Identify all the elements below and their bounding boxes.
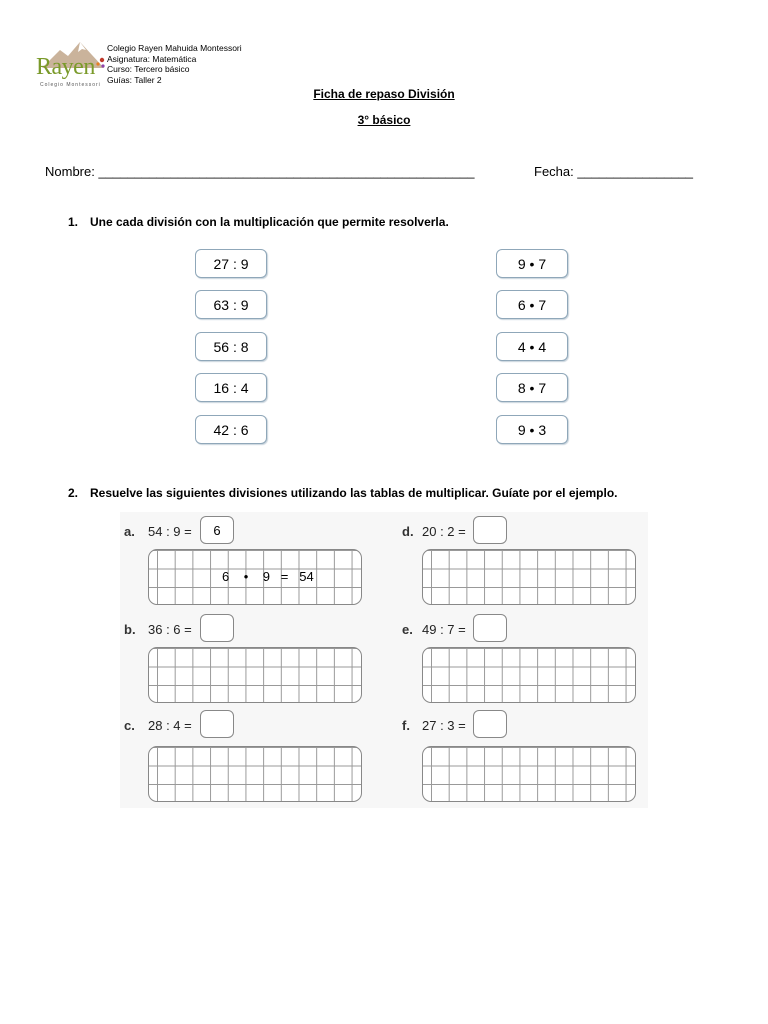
division-expression: 28 : 4 = xyxy=(148,718,192,733)
multiplication-grid[interactable] xyxy=(148,647,362,703)
division-chip[interactable]: 42 : 6 xyxy=(195,415,267,444)
item-letter: a. xyxy=(124,524,135,539)
multiplication-chip[interactable]: 4 • 4 xyxy=(496,332,568,361)
question-1-title xyxy=(68,215,449,229)
multiplication-chip[interactable]: 9 • 3 xyxy=(496,415,568,444)
multiplication-chip[interactable]: 8 • 7 xyxy=(496,373,568,402)
question-1-text: Une cada división con la multiplicación que permite resolverla. xyxy=(90,215,449,229)
name-field[interactable]: Nombre: ____________________________________________________ xyxy=(45,164,475,179)
question-1-number: 1. xyxy=(68,215,79,229)
page-title: Ficha de repaso División xyxy=(313,87,455,101)
multiplication-grid[interactable] xyxy=(422,746,636,802)
answer-box[interactable] xyxy=(473,710,507,738)
multiplication-chip[interactable]: 6 • 7 xyxy=(496,290,568,319)
logo-wordmark: Rayen xyxy=(36,54,95,80)
guide-label: Guías: Taller 2 xyxy=(107,74,162,85)
division-expression: 49 : 7 = xyxy=(422,622,466,637)
division-expression: 20 : 2 = xyxy=(422,524,466,539)
question-2-number: 2. xyxy=(68,486,79,500)
question-2-title xyxy=(68,486,618,500)
page-subtitle: 3° básico xyxy=(357,113,411,127)
answer-box[interactable] xyxy=(200,614,234,642)
example-equals: = xyxy=(280,569,289,584)
division-expression: 54 : 9 = xyxy=(148,524,192,539)
course-label: Curso: Tercero básico xyxy=(107,64,190,74)
question-2-text: Resuelve las siguientes divisiones utilizando las tablas de multiplicar. Guíate por el ejemplo. xyxy=(90,486,618,500)
item-letter: e. xyxy=(402,622,413,637)
date-field[interactable]: Fecha: ________________ xyxy=(534,164,694,179)
multiplication-grid[interactable] xyxy=(422,647,636,703)
school-info xyxy=(107,43,242,85)
item-letter: d. xyxy=(402,524,414,539)
example-equation xyxy=(222,569,314,584)
division-expression: 27 : 3 = xyxy=(422,718,466,733)
example-result: 54 xyxy=(299,569,314,584)
division-exercises-panel xyxy=(120,512,648,808)
example-term: 9 xyxy=(262,569,270,584)
answer-box[interactable] xyxy=(473,516,507,544)
answer-box[interactable]: 6 xyxy=(200,516,234,544)
logo-subtitle: Colegio Montessori xyxy=(40,82,101,88)
item-letter: b. xyxy=(124,622,136,637)
subject-label: Asignatura: Matemática xyxy=(107,53,197,64)
division-chip[interactable]: 63 : 9 xyxy=(195,290,267,319)
example-term: 6 xyxy=(222,569,230,584)
school-name: Colegio Rayen Mahuida Montessori xyxy=(107,43,242,53)
division-chip[interactable]: 56 : 8 xyxy=(195,332,267,361)
multiplication-grid[interactable] xyxy=(422,549,636,605)
multiplication-grid[interactable] xyxy=(148,746,362,802)
multiplication-chip[interactable]: 9 • 7 xyxy=(496,249,568,278)
division-expression: 36 : 6 = xyxy=(148,622,192,637)
answer-box[interactable] xyxy=(473,614,507,642)
answer-box[interactable] xyxy=(200,710,234,738)
example-operator: • xyxy=(243,569,249,584)
division-chip[interactable]: 16 : 4 xyxy=(195,373,267,402)
item-letter: c. xyxy=(124,718,135,733)
division-chip[interactable]: 27 : 9 xyxy=(195,249,267,278)
item-letter: f. xyxy=(402,718,410,733)
